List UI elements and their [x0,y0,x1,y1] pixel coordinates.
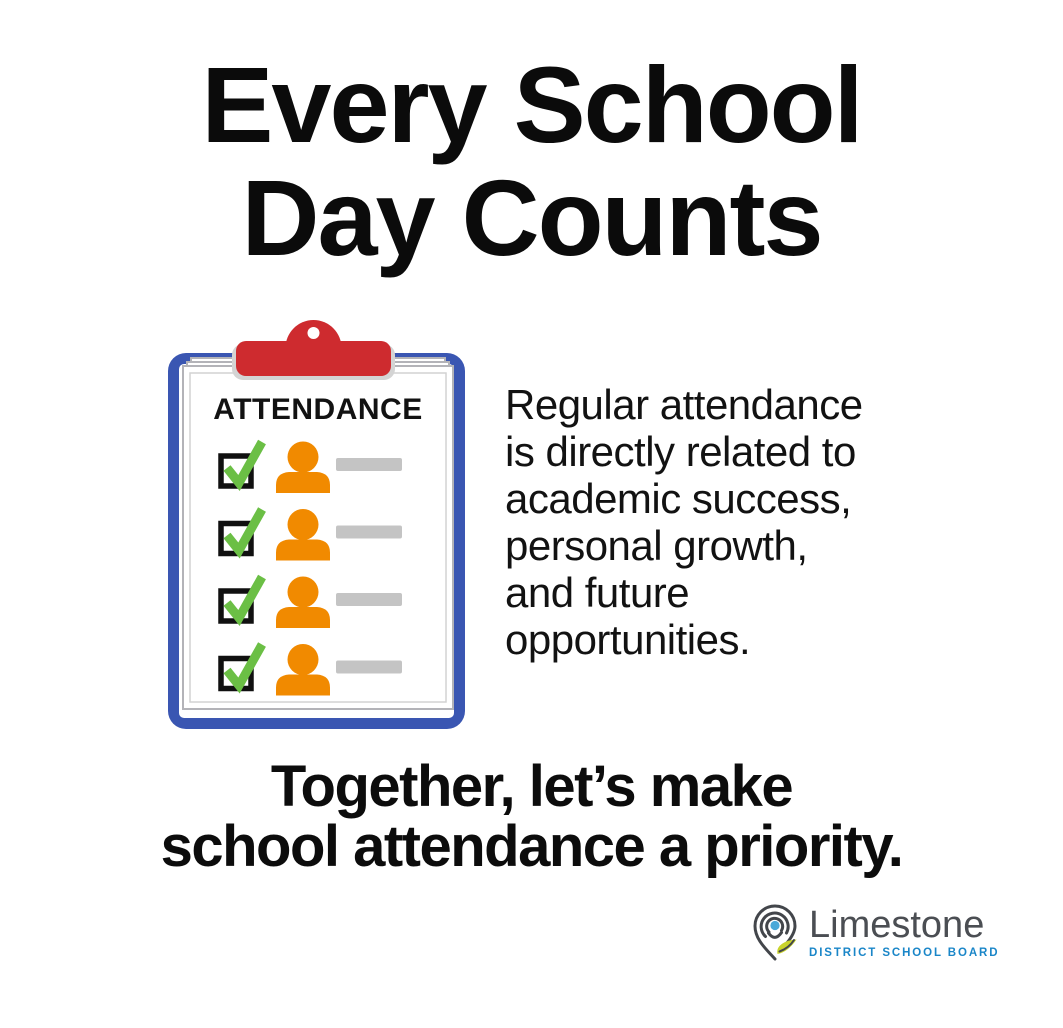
logo-subtitle: DISTRICT SCHOOL BOARD [809,946,1000,959]
pin-person-head [770,921,779,930]
clip-icon [236,341,391,376]
clipboard-illustration [166,318,468,732]
limestone-logo [750,901,999,963]
clip-hole [308,327,320,339]
info-line: personal growth, [505,522,808,569]
info-paragraph [505,381,925,663]
logo-name: Limestone [809,903,985,946]
cta-line-2: school attendance a priority. [160,814,903,879]
pin-person-body [769,933,782,938]
info-line: academic success, [505,475,852,522]
title-line-1: Every School [201,44,862,165]
info-line: Regular attendance [505,381,863,428]
attendance-header: ATTENDANCE [213,393,423,426]
info-line: opportunities. [505,616,751,663]
title-line-2: Day Counts [241,157,822,278]
cta-text [0,754,1063,879]
logo-text [809,903,1000,959]
location-pin-icon [750,901,800,963]
info-line: and future [505,569,690,616]
info-line: is directly related to [505,428,856,475]
poster-title [0,44,1063,278]
cta-line-1: Together, let’s make [270,754,793,819]
